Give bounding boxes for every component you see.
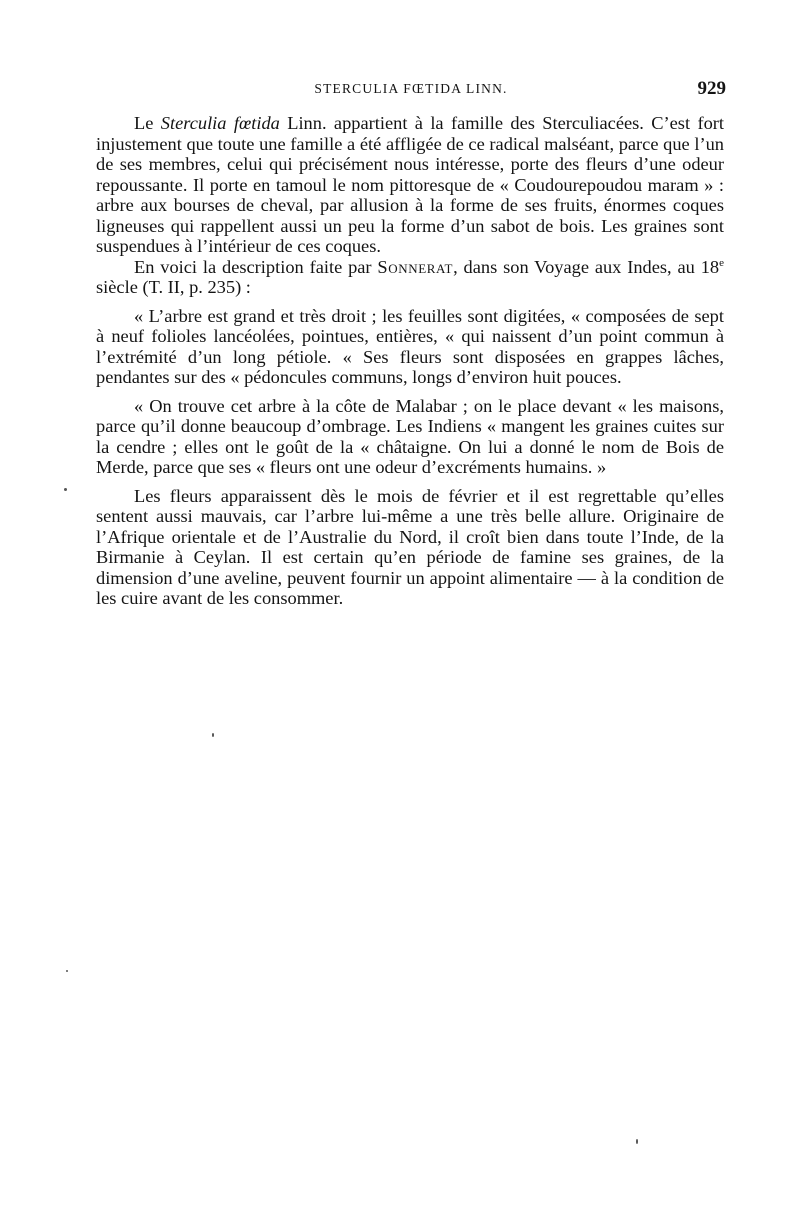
paragraph-intro-text: Linn. appartient à la famille des Sterculiacées. C’est fort injustement que toute une famille a été affligée de ce radical malséant, parce que l’un de ses membres, celui qui précisément nous intéresse, porte des fleurs d’une odeur repoussante. Il porte en tamoul le nom pittoresque de « Coudourepoudou maram » : arbre aux bourses de cheval, par allusion à la forme de ses fruits, énormes coques ligneuses qui rappellent aussi un peu la forme d’un sabot de bois. Les graines sont suspendues à l’intérieur de ces coques. — [96, 113, 724, 256]
page-number: 929 — [697, 78, 726, 99]
print-speck — [64, 488, 67, 491]
print-speck — [212, 733, 214, 737]
print-speck — [66, 970, 68, 972]
species-name: Sterculia fœtida — [160, 113, 280, 133]
paragraph-description-rest: siècle (T. II, p. 235) : — [96, 277, 251, 297]
author-name: Sonnerat — [377, 256, 454, 277]
quotation-second: « On trouve cet arbre à la côte de Malabar ; on le place devant « les maisons, parce qu’il donne beaucoup d’ombrage. Les Indiens « mangent les graines cuites sur la cendre ; elles ont le goût de la « châtaigne. On lui a donné le nom de Bois de Merde, parce que ses « fleurs ont une odeur d’excréments humains. » — [96, 395, 724, 477]
paragraph-intro-lead: Le — [134, 113, 161, 133]
print-speck — [636, 1139, 638, 1144]
paragraph-description-lead: En voici la description faite par — [134, 256, 378, 277]
running-head — [96, 78, 726, 102]
paragraph-description-mid: , dans son Voyage aux Indes, au 18 — [453, 256, 720, 277]
paragraph-description-intro — [96, 257, 724, 298]
century-superscript: e — [719, 256, 724, 269]
paragraph-closing: Les fleurs apparaissent dès le mois de février et il est regrettable qu’elles sentent aussi mauvais, car l’arbre lui-même a une très belle allure. Originaire de l’Afrique orientale et de l’Australie du Nord, il croît bien dans toute l’Inde, de la Birmanie à Ceylan. Il est certain qu’en période de famine ses graines, de la dimension d’une aveline, peuvent fournir un appoint alimentaire — à la condition de les cuire avant de les consommer. — [96, 485, 724, 608]
quotation-first: « L’arbre est grand et très droit ; les feuilles sont digitées, « composées de sept à neuf folioles lancéolées, pointues, entières, « qui naissent d’un point commun à l’extrémité d’un long pétiole. « Ses fleurs sont disposées en grappes lâches, pendantes sur des « pédoncules communs, longs d’environ huit pouces. — [96, 305, 724, 387]
running-title: STERCULIA FŒTIDA LINN. — [314, 81, 508, 96]
body-text — [96, 113, 724, 609]
paragraph-intro — [96, 113, 724, 257]
